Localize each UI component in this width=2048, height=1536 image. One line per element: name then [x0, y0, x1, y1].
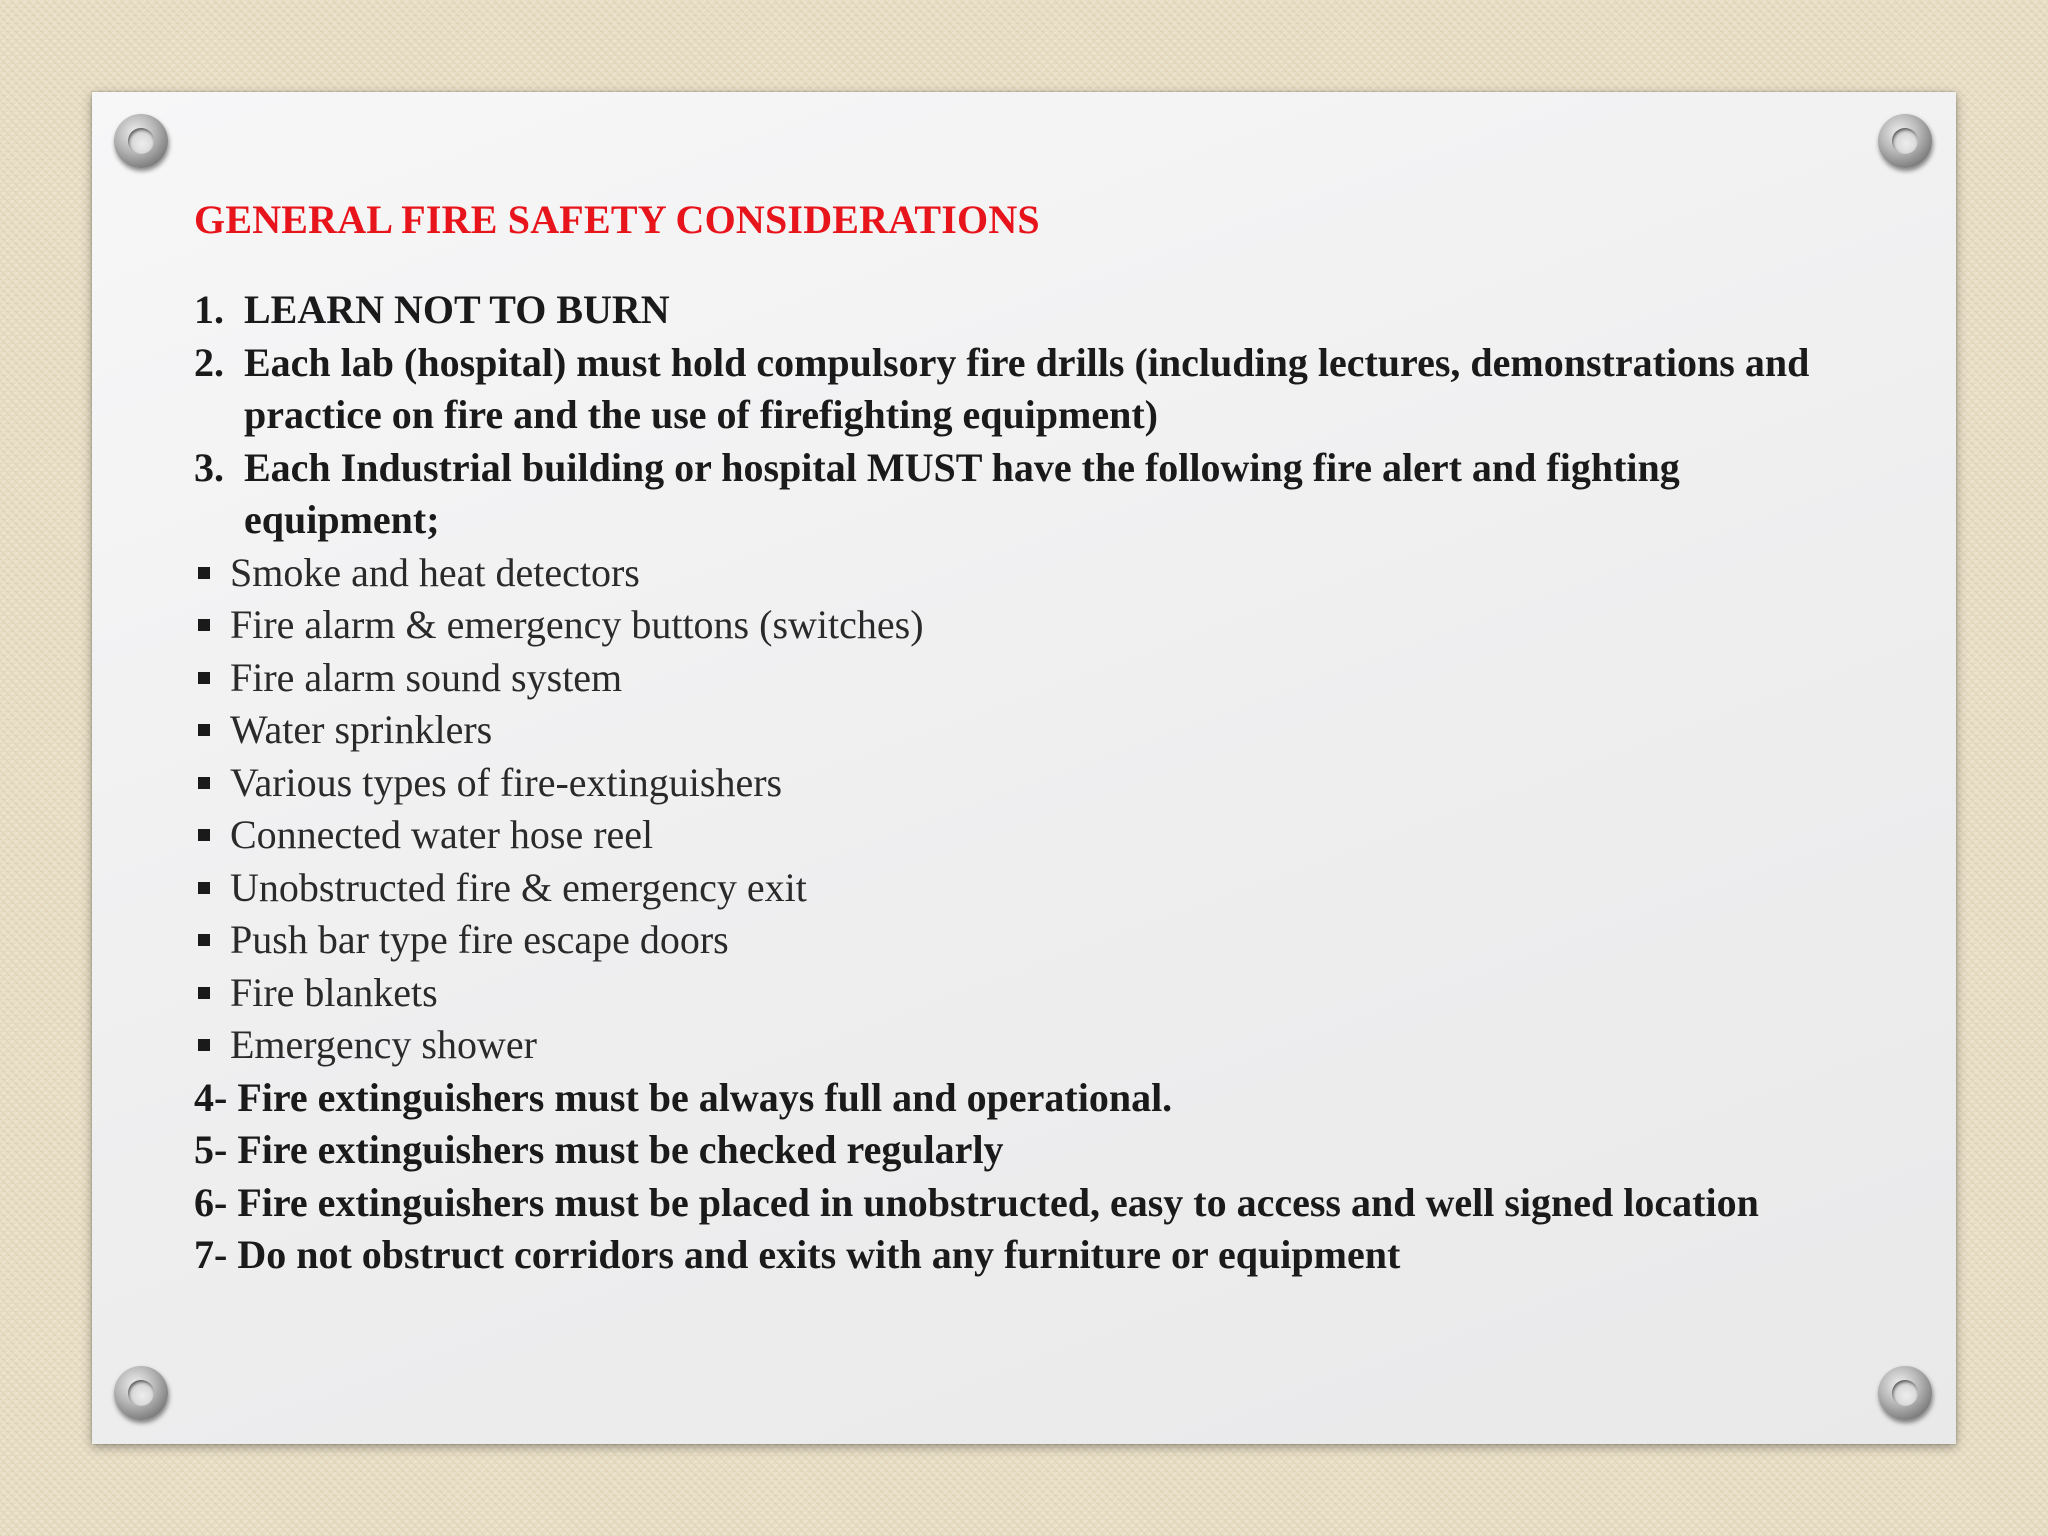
numbered-item [194, 337, 1874, 442]
bullet-text: Fire blankets [230, 969, 438, 1015]
equipment-bullet [194, 1019, 1874, 1072]
rule-item: 4- Fire extinguishers must be always full and operational. [194, 1074, 1173, 1120]
bullet-text: Water sprinklers [230, 707, 493, 752]
rule-item: 6- Fire extinguishers must be placed in unobstructed, easy to access and well signed location [194, 1179, 1759, 1225]
item-text: Each lab (hospital) must hold compulsory fire drills (including lectures, demonstrations and practice on fire and the use of firefighting equipment) [244, 339, 1810, 437]
bullet-text: Connected water hose reel [230, 812, 654, 857]
slide-content [194, 190, 1874, 1282]
grommet-bottom-right [1878, 1366, 1932, 1420]
slide-title: GENERAL FIRE SAFETY CONSIDERATIONS [194, 197, 1040, 242]
item-number: 3. [194, 444, 224, 490]
equipment-bullet [194, 914, 1874, 967]
rule-item: 5- Fire extinguishers must be checked regularly [194, 1127, 1004, 1172]
square-bullet-icon [198, 619, 210, 631]
numbered-item [194, 284, 1874, 337]
bullet-text: Emergency shower [230, 1022, 537, 1067]
item-number: 1. [194, 287, 224, 332]
square-bullet-icon [198, 672, 210, 684]
bullet-text: Various types of fire-extinguishers [230, 759, 783, 805]
square-bullet-icon [198, 567, 210, 579]
equipment-bullet [194, 757, 1874, 810]
square-bullet-icon [198, 829, 210, 841]
rule-item: 7- Do not obstruct corridors and exits with any furniture or equipment [194, 1232, 1401, 1277]
square-bullet-icon [198, 1039, 210, 1051]
bullet-text: Push bar type fire escape doors [230, 917, 729, 962]
equipment-bullet [194, 547, 1874, 600]
square-bullet-icon [198, 934, 210, 946]
bullet-text: Fire alarm sound system [230, 654, 623, 700]
equipment-bullet [194, 599, 1874, 652]
equipment-bullet [194, 967, 1874, 1020]
grommet-top-right [1878, 114, 1932, 168]
equipment-bullet [194, 652, 1874, 705]
item-text: LEARN NOT TO BURN [244, 287, 670, 332]
equipment-bullet [194, 809, 1874, 862]
item-text: Each Industrial building or hospital MUST have the following fire alert and fighting equipment; [244, 444, 1680, 542]
grommet-bottom-left [114, 1366, 168, 1420]
equipment-bullet [194, 862, 1874, 915]
square-bullet-icon [198, 987, 210, 999]
item-number: 2. [194, 339, 224, 385]
numbered-item [194, 442, 1874, 547]
grommet-top-left [114, 114, 168, 168]
bullet-text: Smoke and heat detectors [230, 549, 640, 595]
bullet-text: Unobstructed fire & emergency exit [230, 864, 807, 910]
square-bullet-icon [198, 777, 210, 789]
square-bullet-icon [198, 724, 210, 736]
equipment-bullet [194, 704, 1874, 757]
bullet-text: Fire alarm & emergency buttons (switches) [230, 602, 924, 647]
square-bullet-icon [198, 882, 210, 894]
